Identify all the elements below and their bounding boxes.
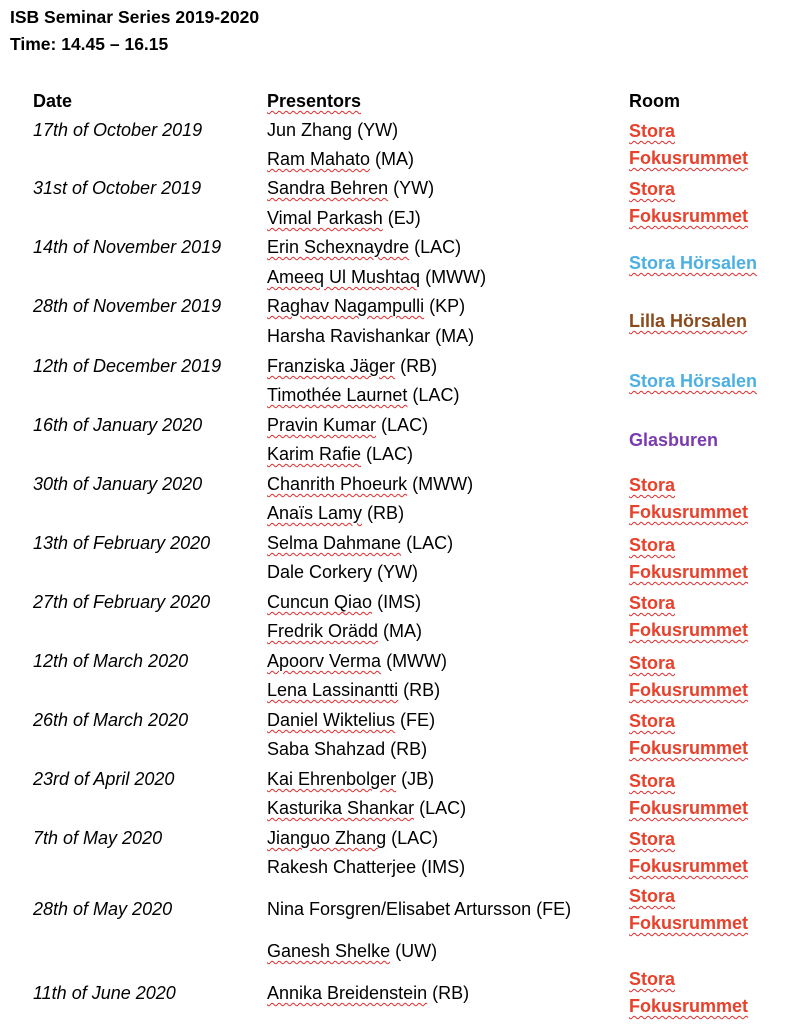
schedule-date: 14th of November 2019 <box>33 237 222 257</box>
room-label: Fokusrummet <box>629 738 749 758</box>
presentor-name: Nina Forsgren/Elisabet Artursson <box>267 899 532 919</box>
presentor-name: Jun Zhang <box>267 120 353 140</box>
column-header-date: Date <box>33 91 73 111</box>
presentor-name: Apoorv Verma <box>267 651 382 671</box>
presentor-entry: Rakesh Chatterjee (IMS) <box>267 857 466 877</box>
schedule-date: 26th of March 2020 <box>33 710 189 730</box>
presentor-name: Rakesh Chatterjee <box>267 857 417 877</box>
presentor-group: LAC <box>372 444 408 464</box>
schedule-date: 11th of June 2020 <box>33 983 176 1003</box>
presentor-entry: Jianguo Zhang (LAC) <box>267 828 439 848</box>
presentor-entry: Ameeq Ul Mushtaq (MWW) <box>267 267 487 287</box>
room-label: Fokusrummet <box>629 502 749 522</box>
presentor-group: RB <box>406 356 432 376</box>
presentor-name: Raghav Nagampulli <box>267 296 425 316</box>
presentor-name: Harsha Ravishankar <box>267 326 431 346</box>
presentor-entry: Nina Forsgren/Elisabet Artursson (FE) <box>267 899 572 919</box>
presentor-name: Dale Corkery <box>267 562 373 582</box>
presentor-group: EJ <box>393 208 415 228</box>
presentor-group: JB <box>407 769 429 789</box>
presentor-group: MWW <box>392 651 442 671</box>
presentor-group: RB <box>438 983 464 1003</box>
room-label: Stora Hörsalen <box>629 253 758 273</box>
presentor-entry: Timothée Laurnet (LAC) <box>267 385 460 405</box>
presentor-entry: Sandra Behren (YW) <box>267 178 435 198</box>
room-label: Stora <box>629 711 676 731</box>
presentor-entry: Kasturika Shankar (LAC) <box>267 798 467 818</box>
presentor-entry: Jun Zhang (YW) <box>267 120 399 140</box>
room-label: Fokusrummet <box>629 913 749 933</box>
room-label: Stora Hörsalen <box>629 371 758 391</box>
presentor-name: Fredrik Orädd <box>267 621 379 641</box>
presentor-entry: Raghav Nagampulli (KP) <box>267 296 466 316</box>
presentor-name: Annika Breidenstein <box>267 983 428 1003</box>
room-label: Stora <box>629 475 676 495</box>
presentor-entry: Fredrik Orädd (MA) <box>267 621 423 641</box>
presentor-entry: Erin Schexnaydre (LAC) <box>267 237 462 257</box>
schedule-date: 27th of February 2020 <box>33 592 211 612</box>
room-label: Fokusrummet <box>629 856 749 876</box>
schedule-date: 28th of November 2019 <box>33 296 222 316</box>
room-label: Fokusrummet <box>629 206 749 226</box>
presentor-entry: Dale Corkery (YW) <box>267 562 419 582</box>
column-header-room: Room <box>629 91 680 111</box>
schedule-date: 16th of January 2020 <box>33 415 203 435</box>
presentor-entry: Daniel Wiktelius (FE) <box>267 710 436 730</box>
presentor-group: KP <box>435 296 460 316</box>
schedule-date: 30th of January 2020 <box>33 474 203 494</box>
room-label: Stora <box>629 771 676 791</box>
room-label: Stora <box>629 535 676 555</box>
presentor-name: Saba Shahzad <box>267 739 386 759</box>
presentor-name: Chanrith Phoeurk <box>267 474 408 494</box>
presentor-name: Timothée Laurnet <box>267 385 408 405</box>
presentor-group: FE <box>406 710 430 730</box>
room-label: Fokusrummet <box>629 562 749 582</box>
presentor-entry: Lena Lassinantti (RB) <box>267 680 441 700</box>
room-label: Lilla Hörsalen <box>629 311 748 331</box>
time-label: Time: 14.45 – 16.15 <box>10 34 169 54</box>
room-label: Stora <box>629 969 676 989</box>
presentor-entry: Karim Rafie (LAC) <box>267 444 414 464</box>
presentor-name: Lena Lassinantti <box>267 680 399 700</box>
presentor-group: RB <box>396 739 422 759</box>
presentor-group: LAC <box>397 828 433 848</box>
room-label: Fokusrummet <box>629 680 749 700</box>
room-label: Stora <box>629 121 676 141</box>
room-label: Fokusrummet <box>629 620 749 640</box>
presentor-name: Vimal Parkash <box>267 208 383 228</box>
schedule-date: 7th of May 2020 <box>33 828 163 848</box>
presentor-group: YW <box>363 120 393 140</box>
room-label: Stora <box>629 179 676 199</box>
presentor-name: Ganesh Shelke <box>267 941 391 961</box>
schedule-date: 17th of October 2019 <box>33 120 203 140</box>
schedule-date: 12th of March 2020 <box>33 651 189 671</box>
presentor-group: LAC <box>420 237 456 257</box>
room-label: Stora <box>629 829 676 849</box>
schedule-date: 28th of May 2020 <box>33 899 173 919</box>
presentor-group: LAC <box>387 415 423 435</box>
presentor-name: Jianguo Zhang <box>267 828 387 848</box>
presentor-name: Pravin Kumar <box>267 415 377 435</box>
presentor-group: MA <box>441 326 469 346</box>
presentor-group: MA <box>381 149 409 169</box>
room-label: Fokusrummet <box>629 798 749 818</box>
presentor-name: Ram Mahato <box>267 149 371 169</box>
presentor-entry: Selma Dahmane (LAC) <box>267 533 454 553</box>
presentor-entry: Chanrith Phoeurk (MWW) <box>267 474 474 494</box>
room-label: Fokusrummet <box>629 148 749 168</box>
presentor-name: Karim Rafie <box>267 444 362 464</box>
presentor-group: IMS <box>427 857 460 877</box>
presentor-entry: Saba Shahzad (RB) <box>267 739 428 759</box>
presentor-group: LAC <box>412 533 448 553</box>
presentor-name: Franziska Jäger <box>267 356 396 376</box>
column-header-presentors: Presentors <box>267 91 362 111</box>
presentor-name: Sandra Behren <box>267 178 389 198</box>
room-label: Glasburen <box>629 430 719 450</box>
presentor-group: LAC <box>418 385 454 405</box>
presentor-entry: Kai Ehrenbolger (JB) <box>267 769 435 789</box>
presentor-group: IMS <box>383 592 416 612</box>
room-label: Stora <box>629 653 676 673</box>
room-label: Fokusrummet <box>629 996 749 1016</box>
schedule-date: 12th of December 2019 <box>33 356 222 376</box>
presentor-group: YW <box>399 178 429 198</box>
schedule-date: 13th of February 2020 <box>33 533 211 553</box>
presentor-entry: Franziska Jäger (RB) <box>267 356 438 376</box>
presentor-entry: Ganesh Shelke (UW) <box>267 941 438 961</box>
presentor-group: MWW <box>418 474 468 494</box>
presentor-entry: Cuncun Qiao (IMS) <box>267 592 422 612</box>
presentor-name: Ameeq Ul Mushtaq <box>267 267 421 287</box>
schedule-date: 31st of October 2019 <box>33 178 202 198</box>
presentor-entry: Ram Mahato (MA) <box>267 149 415 169</box>
presentor-name: Kasturika Shankar <box>267 798 415 818</box>
presentor-group: MA <box>389 621 417 641</box>
schedule-date: 23rd of April 2020 <box>33 769 175 789</box>
presentor-entry: Annika Breidenstein (RB) <box>267 983 470 1003</box>
presentor-name: Anaïs Lamy <box>267 503 363 523</box>
presentor-entry: Pravin Kumar (LAC) <box>267 415 429 435</box>
presentor-group: FE <box>542 899 566 919</box>
room-label: Stora <box>629 593 676 613</box>
presentor-group: RB <box>373 503 399 523</box>
presentor-name: Selma Dahmane <box>267 533 402 553</box>
presentor-entry: Anaïs Lamy (RB) <box>267 503 405 523</box>
page-title: ISB Seminar Series 2019-2020 <box>10 7 260 27</box>
presentor-group: UW <box>401 941 432 961</box>
presentor-group: LAC <box>425 798 461 818</box>
presentor-entry: Apoorv Verma (MWW) <box>267 651 448 671</box>
presentor-name: Kai Ehrenbolger <box>267 769 397 789</box>
presentor-group: RB <box>409 680 435 700</box>
presentor-entry: Vimal Parkash (EJ) <box>267 208 421 228</box>
presentor-entry: Harsha Ravishankar (MA) <box>267 326 475 346</box>
presentor-group: MWW <box>431 267 481 287</box>
presentor-name: Cuncun Qiao <box>267 592 373 612</box>
room-label: Stora <box>629 886 676 906</box>
presentor-name: Erin Schexnaydre <box>267 237 410 257</box>
presentor-name: Daniel Wiktelius <box>267 710 396 730</box>
presentor-group: YW <box>383 562 413 582</box>
